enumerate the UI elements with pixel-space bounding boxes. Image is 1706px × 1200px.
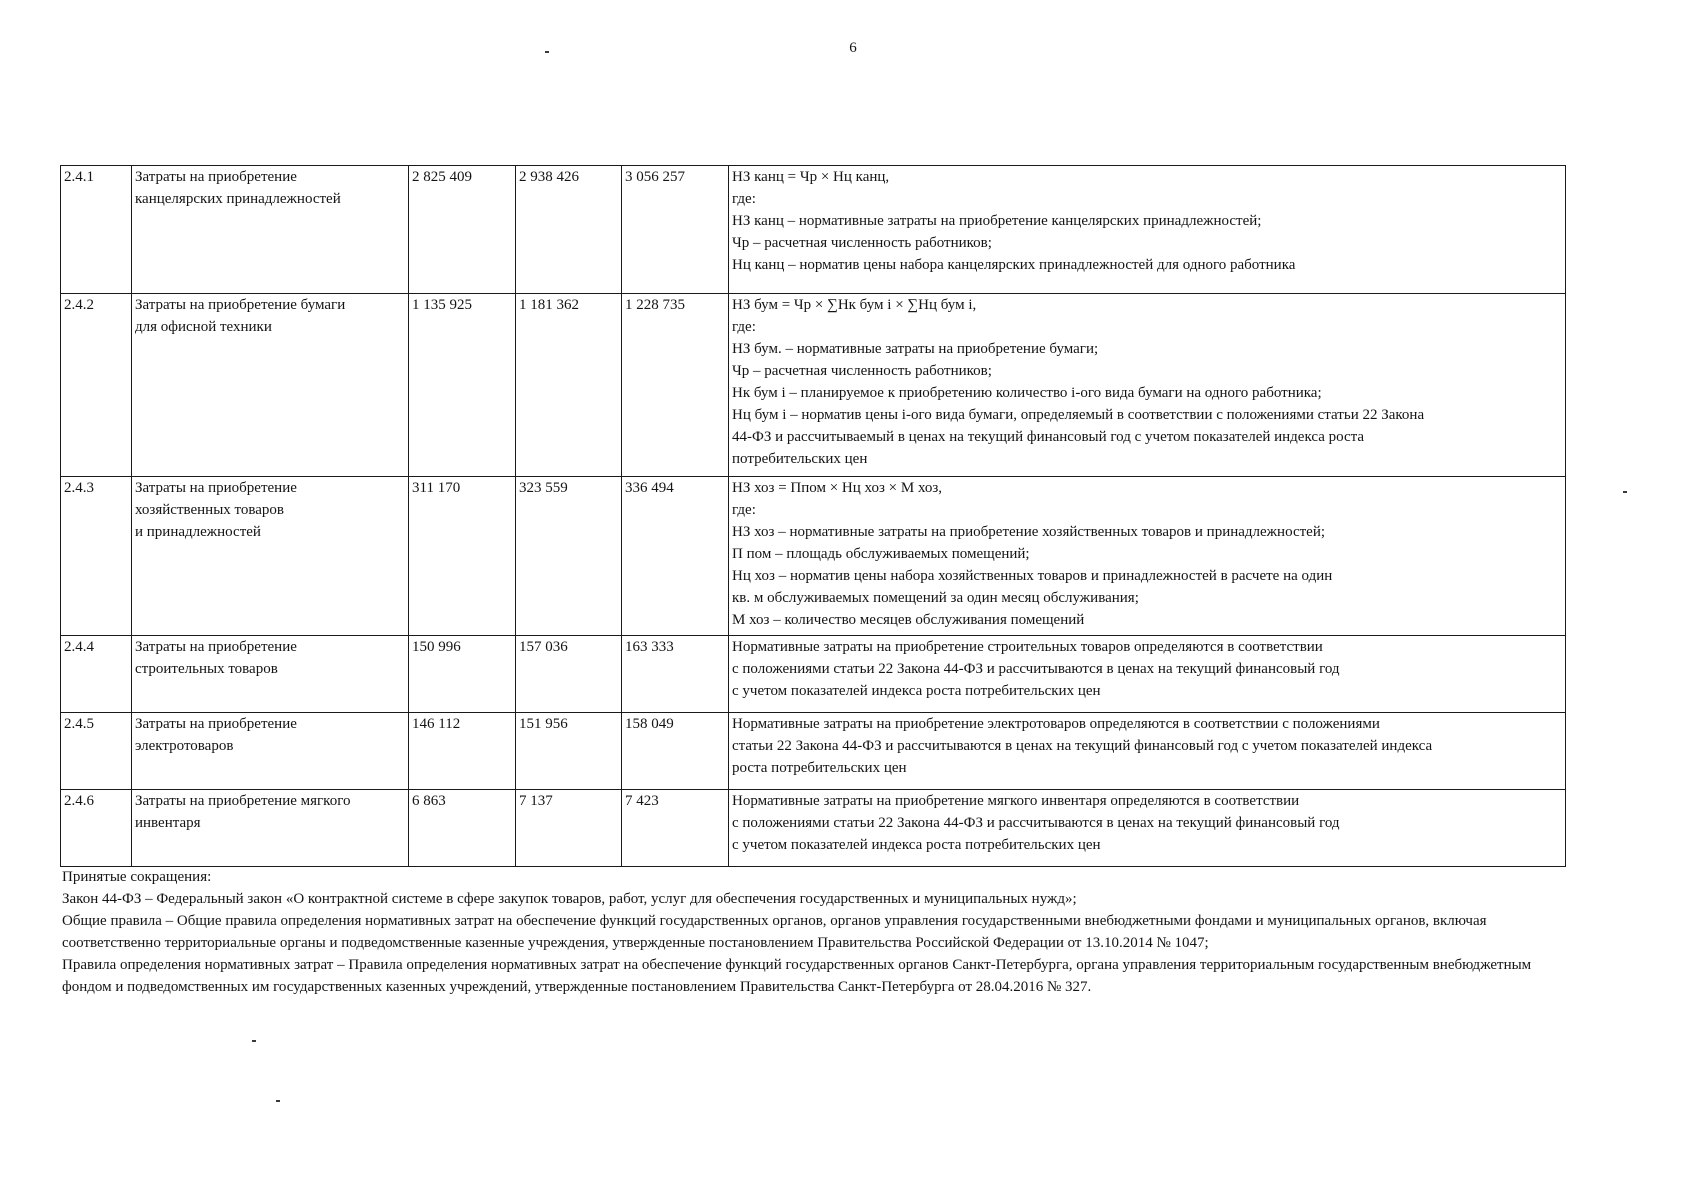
item-name — [132, 166, 409, 294]
item-name — [132, 636, 409, 713]
table-row — [61, 477, 1566, 636]
page-number: 6 — [849, 40, 857, 56]
formula-description — [729, 636, 1566, 713]
formula-line: Чр – расчетная численность работников; — [732, 363, 992, 379]
item-name-line: Затраты на приобретение — [135, 716, 297, 732]
formula-line: Нк бум i – планируемое к приобретению количество i-ого вида бумаги на одного работника; — [732, 385, 1322, 401]
amount-year-3: 3 056 257 — [622, 166, 729, 294]
notes-heading: Принятые сокращения: — [62, 869, 212, 885]
formula-line: с учетом показателей индекса роста потребительских цен — [732, 837, 1101, 853]
abbreviations-notes — [62, 866, 1562, 998]
item-name-line: электротоваров — [135, 738, 234, 754]
formula-line: НЗ бум. – нормативные затраты на приобретение бумаги; — [732, 341, 1099, 357]
formula-line: кв. м обслуживаемых помещений за один месяц обслуживания; — [732, 590, 1139, 606]
formula-line: Чр – расчетная численность работников; — [732, 235, 992, 251]
item-name-line: Затраты на приобретение — [135, 169, 297, 185]
item-name — [132, 790, 409, 867]
item-name-line: Затраты на приобретение — [135, 480, 297, 496]
formula-line: где: — [732, 502, 756, 518]
note-law-44fz: Закон 44-ФЗ – Федеральный закон «О контрактной системе в сфере закупок товаров, работ, услуг для обеспечения государственных и муниципальных нужд»; — [62, 891, 1077, 907]
formula-line: П пом – площадь обслуживаемых помещений; — [732, 546, 1030, 562]
amount-year-3: 1 228 735 — [622, 294, 729, 477]
formula-line: Нц бум i – норматив цены i-ого вида бумаги, определяемый в соответствии с положениями статьи 22 Закона — [732, 407, 1425, 423]
formula-line: НЗ бум = Чр × ∑Нк бум i × ∑Нц бум i, — [732, 297, 977, 313]
costs-table — [60, 165, 1566, 867]
formula-line: Нормативные затраты на приобретение мягкого инвентаря определяются в соответствии — [732, 793, 1300, 809]
item-name — [132, 294, 409, 477]
formula-description — [729, 477, 1566, 636]
formula-line: М хоз – количество месяцев обслуживания помещений — [732, 612, 1085, 628]
formula-description — [729, 166, 1566, 294]
formula-line: Нормативные затраты на приобретение электротоваров определяются в соответствии с положениями — [732, 716, 1380, 732]
item-name-line: и принадлежностей — [135, 524, 261, 540]
item-code: 2.4.5 — [61, 713, 132, 790]
formula-line: где: — [732, 191, 756, 207]
note-cost-rules: Правила определения нормативных затрат – Правила определения нормативных затрат на обеспечение функций государственных органов Санкт-Петербурга, органа управления территориальным государственным внебюджетным фондом и подведомственных им государственных казенных учреждений, утвержденные постановлением Правительства Санкт-Петербурга от 28.04.2016 № 327. — [62, 957, 1532, 995]
table-row — [61, 636, 1566, 713]
scan-speck — [276, 1100, 280, 1102]
formula-line: Нц канц – норматив цены набора канцелярских принадлежностей для одного работника — [732, 257, 1296, 273]
scan-speck — [545, 51, 549, 53]
item-code: 2.4.1 — [61, 166, 132, 294]
scan-speck — [252, 1040, 256, 1042]
amount-year-2: 151 956 — [516, 713, 622, 790]
scan-speck — [1623, 491, 1627, 493]
amount-year-1: 146 112 — [409, 713, 516, 790]
amount-year-2: 157 036 — [516, 636, 622, 713]
item-name-line: Затраты на приобретение — [135, 639, 297, 655]
item-code: 2.4.2 — [61, 294, 132, 477]
formula-line: НЗ хоз – нормативные затраты на приобретение хозяйственных товаров и принадлежностей; — [732, 524, 1326, 540]
item-name-line: Затраты на приобретение бумаги — [135, 297, 346, 313]
formula-line: НЗ хоз = Ппом × Нц хоз × М хоз, — [732, 480, 943, 496]
item-code: 2.4.4 — [61, 636, 132, 713]
amount-year-3: 163 333 — [622, 636, 729, 713]
formula-line: 44-ФЗ и рассчитываемый в ценах на текущий финансовый год с учетом показателей индекса роста — [732, 429, 1365, 445]
formula-line: с учетом показателей индекса роста потребительских цен — [732, 683, 1101, 699]
amount-year-1: 1 135 925 — [409, 294, 516, 477]
item-name-line: инвентаря — [135, 815, 201, 831]
amount-year-1: 150 996 — [409, 636, 516, 713]
amount-year-3: 158 049 — [622, 713, 729, 790]
formula-line: потребительских цен — [732, 451, 868, 467]
item-name-line: канцелярских принадлежностей — [135, 191, 341, 207]
formula-line: НЗ канц = Чр × Нц канц, — [732, 169, 890, 185]
formula-line: с положениями статьи 22 Закона 44-ФЗ и рассчитываются в ценах на текущий финансовый год — [732, 815, 1340, 831]
formula-line: Нц хоз – норматив цены набора хозяйственных товаров и принадлежностей в расчете на один — [732, 568, 1333, 584]
table-row — [61, 294, 1566, 477]
note-general-rules: Общие правила – Общие правила определения нормативных затрат на обеспечение функций государственных органов, органов управления государственными внебюджетными фондами и муниципальных органов, включая соответственно территориальные органы и подведомственные казенные учреждения, утвержденные постановлением Правительства Российской Федерации от 13.10.2014 № 1047; — [62, 913, 1487, 951]
item-name-line: строительных товаров — [135, 661, 278, 677]
item-name-line: для офисной техники — [135, 319, 272, 335]
formula-line: НЗ канц – нормативные затраты на приобретение канцелярских принадлежностей; — [732, 213, 1262, 229]
amount-year-2: 1 181 362 — [516, 294, 622, 477]
amount-year-1: 6 863 — [409, 790, 516, 867]
table-row — [61, 166, 1566, 294]
item-name — [132, 713, 409, 790]
amount-year-3: 336 494 — [622, 477, 729, 636]
formula-line: статьи 22 Закона 44-ФЗ и рассчитываются в ценах на текущий финансовый год с учетом показателей индекса — [732, 738, 1433, 754]
table-row — [61, 713, 1566, 790]
amount-year-2: 2 938 426 — [516, 166, 622, 294]
amount-year-2: 323 559 — [516, 477, 622, 636]
item-code: 2.4.6 — [61, 790, 132, 867]
item-code: 2.4.3 — [61, 477, 132, 636]
amount-year-1: 311 170 — [409, 477, 516, 636]
formula-description — [729, 713, 1566, 790]
formula-line: роста потребительских цен — [732, 760, 907, 776]
formula-line: где: — [732, 319, 756, 335]
item-name-line: хозяйственных товаров — [135, 502, 285, 518]
item-name — [132, 477, 409, 636]
formula-description — [729, 294, 1566, 477]
amount-year-2: 7 137 — [516, 790, 622, 867]
amount-year-1: 2 825 409 — [409, 166, 516, 294]
formula-line: с положениями статьи 22 Закона 44-ФЗ и рассчитываются в ценах на текущий финансовый год — [732, 661, 1340, 677]
formula-line: Нормативные затраты на приобретение строительных товаров определяются в соответствии — [732, 639, 1323, 655]
formula-description — [729, 790, 1566, 867]
amount-year-3: 7 423 — [622, 790, 729, 867]
item-name-line: Затраты на приобретение мягкого — [135, 793, 351, 809]
table-row — [61, 790, 1566, 867]
